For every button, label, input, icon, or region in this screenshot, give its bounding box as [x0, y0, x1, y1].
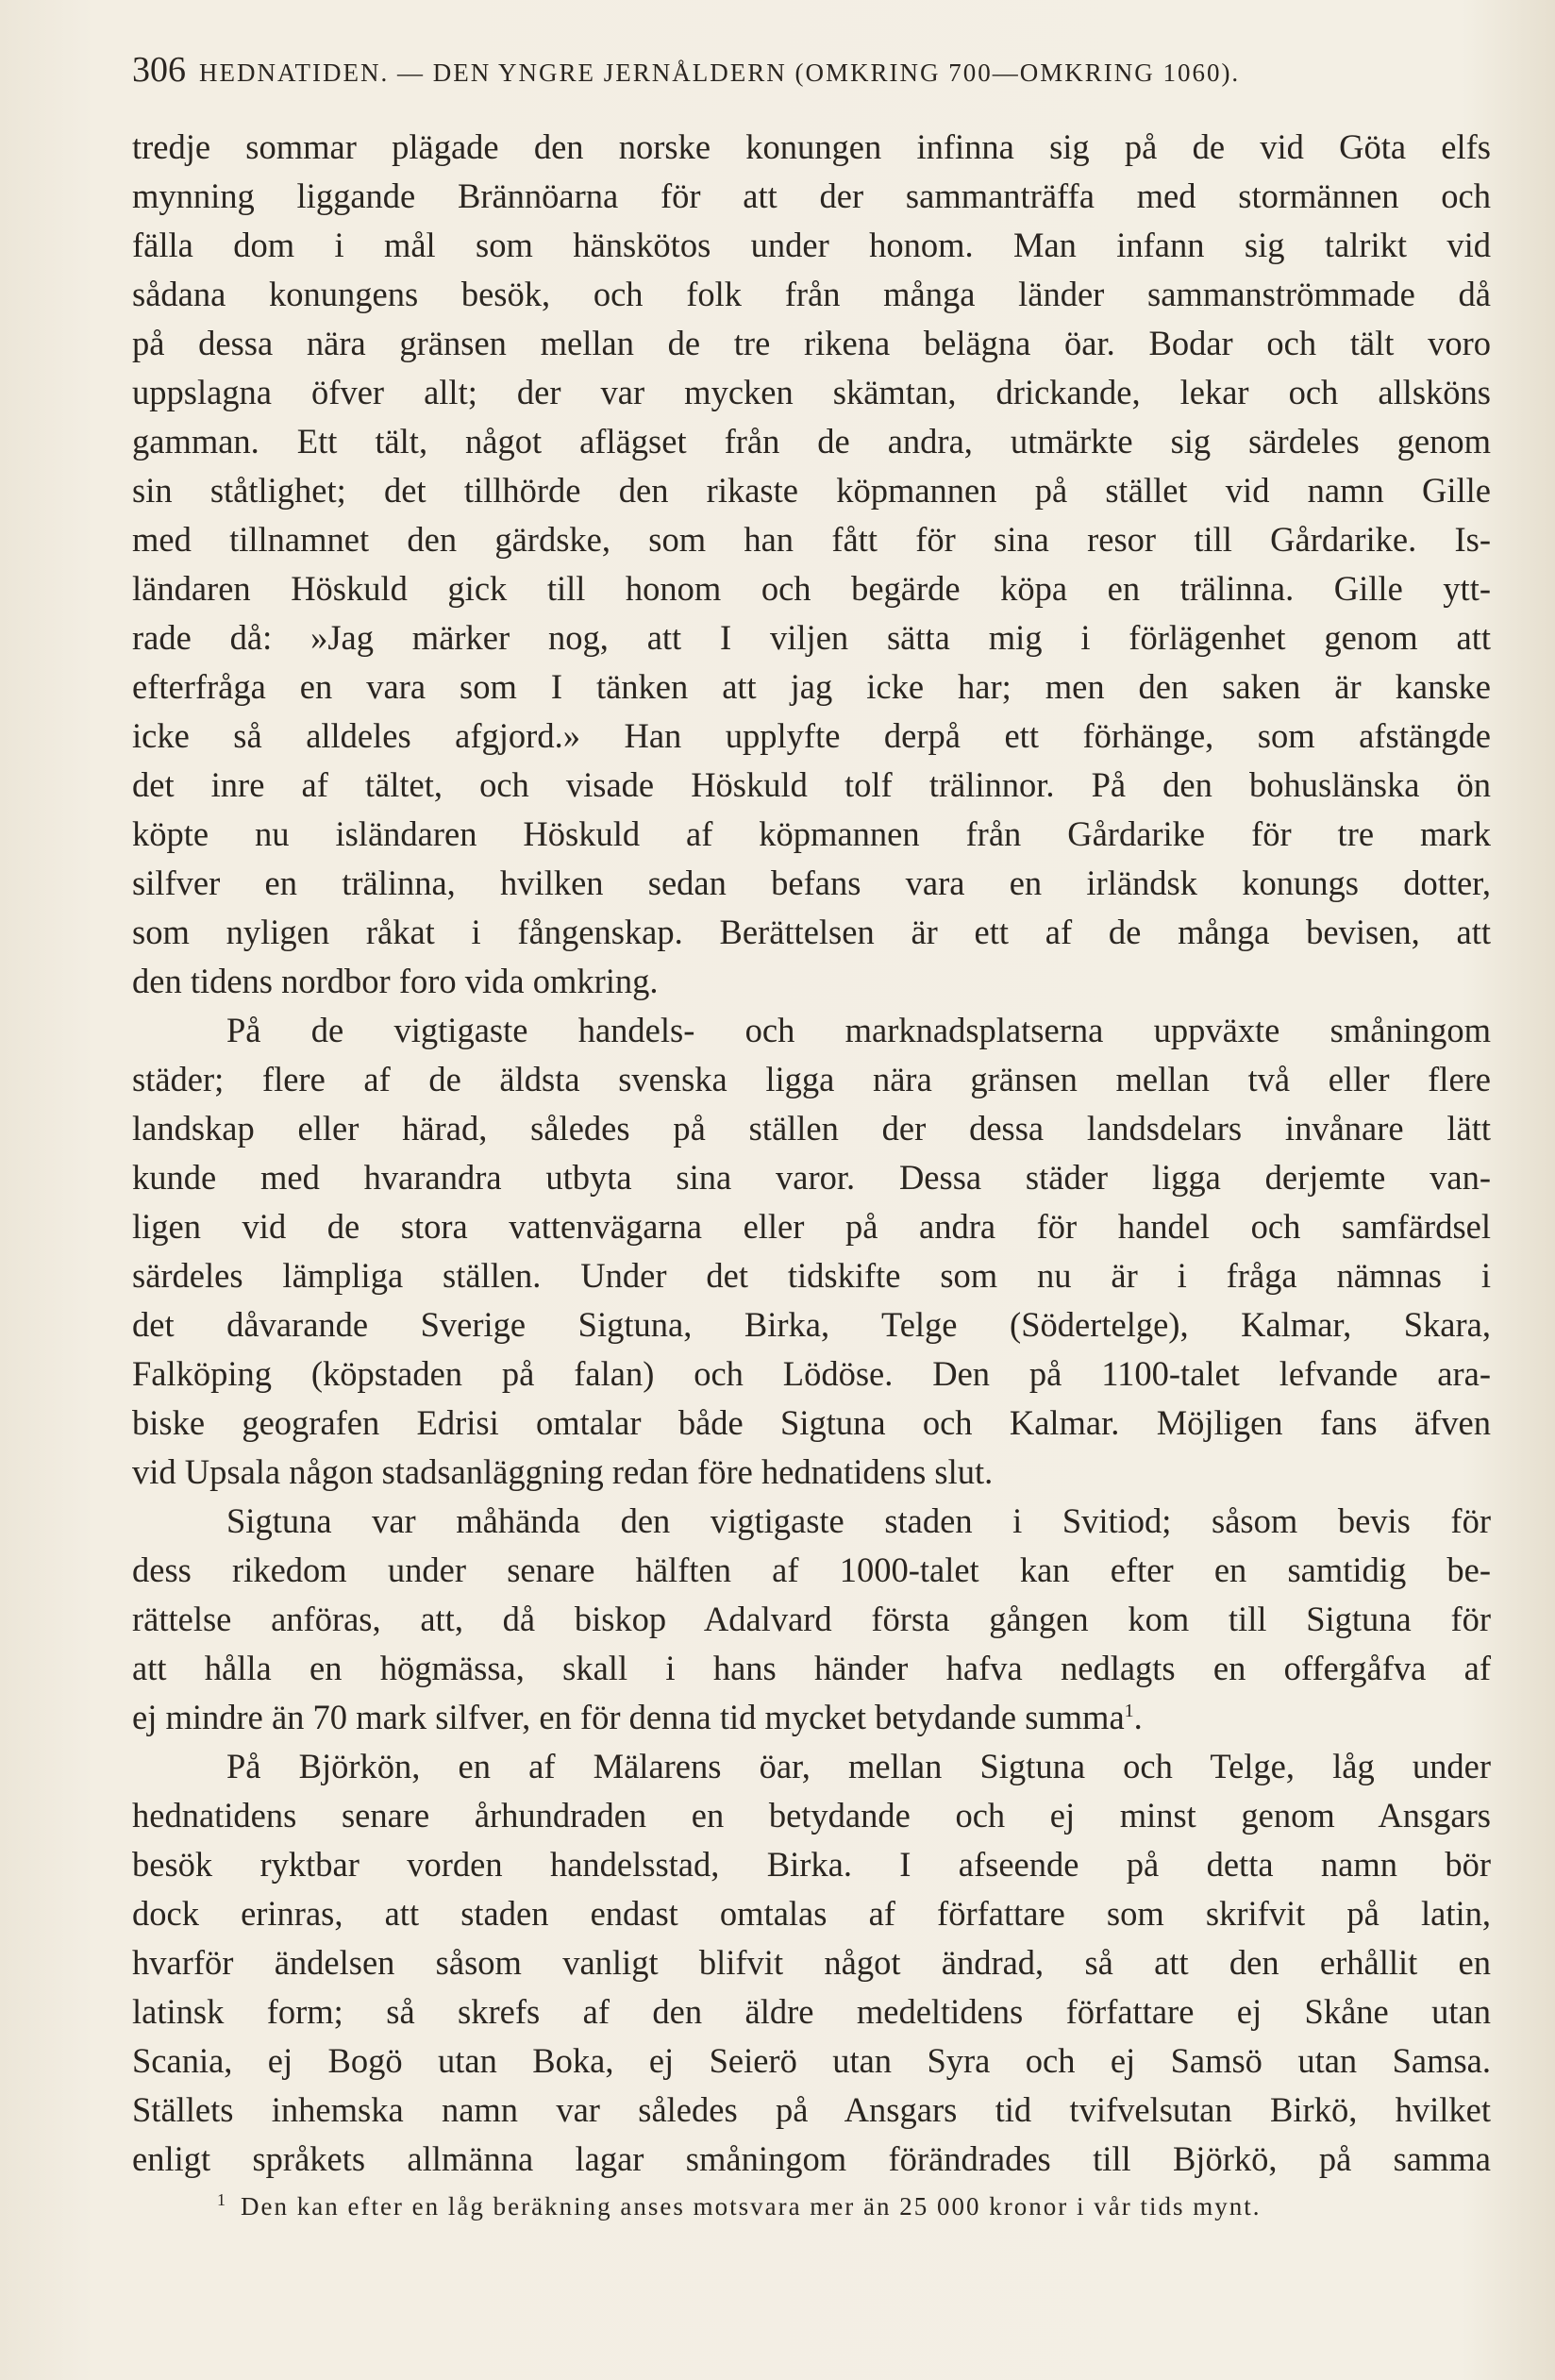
footnote-marker: 1 — [217, 2190, 227, 2209]
text-line: ländaren Höskuld gick till honom och begärde köpa en trälinna. Gille ytt- — [132, 569, 1491, 608]
text-line: den tidens nordbor foro vida omkring. — [132, 962, 659, 1000]
text-line: uppslagna öfver allt; der var mycken skämtan, drickande, lekar och allsköns — [132, 373, 1491, 411]
paragraph-start-line: På Björkön, en af Mälarens öar, mellan Sigtuna och Telge, låg under — [226, 1747, 1491, 1785]
text-line: silfver en trälinna, hvilken sedan befans vara en irländsk konungs dotter, — [132, 863, 1491, 902]
footnote — [217, 2192, 1261, 2221]
running-title: HEDNATIDEN. — DEN YNGRE JERNÅLDERN (OMKRING 700—OMKRING 1060). — [199, 59, 1241, 87]
text-line: städer; flere af de äldsta svenska ligga nära gränsen mellan två eller flere — [132, 1060, 1491, 1098]
text-line: på dessa nära gränsen mellan de tre rikena belägna öar. Bodar och tält voro — [132, 324, 1491, 362]
footnote-reference: 1 — [1124, 1700, 1134, 1721]
text-line: hednatidens senare århundraden en betydande och ej minst genom Ansgars — [132, 1796, 1491, 1835]
text-line: kunde med hvarandra utbyta sina varor. Dessa städer ligga derjemte van- — [132, 1158, 1491, 1197]
text-line: besök ryktbar vorden handelsstad, Birka. I afseende på detta namn bör — [132, 1845, 1491, 1884]
text-line: det dåvarande Sverige Sigtuna, Birka, Telge (Södertelge), Kalmar, Skara, — [132, 1305, 1491, 1344]
text-line: sådana konungens besök, och folk från många länder sammanströmmade då — [132, 275, 1491, 313]
text-line: efterfråga en vara som I tänken att jag icke har; men den saken är kanske — [132, 667, 1491, 706]
page-number: 306 — [132, 50, 186, 90]
text-line: Falköping (köpstaden på falan) och Lödöse. Den på 1100-talet lefvande ara- — [132, 1354, 1491, 1393]
text-line: latinsk form; så skrefs af den äldre medeltidens författare ej Skåne utan — [132, 1992, 1491, 2031]
text-line: köpte nu isländaren Höskuld af köpmannen från Gårdarike för tre mark — [132, 814, 1491, 853]
line-period: . — [1133, 1698, 1143, 1736]
text-line: dess rikedom under senare hälften af 1000-talet kan efter en samtidig be- — [132, 1550, 1491, 1589]
paragraph-start-line: På de vigtigaste handels- och marknadsplatserna uppväxte småningom — [226, 1011, 1491, 1049]
text-line: icke så alldeles afgjord.» Han upplyfte derpå ett förhänge, som afstängde — [132, 716, 1491, 755]
text-line: tredje sommar plägade den norske konungen infinna sig på de vid Göta elfs — [132, 127, 1491, 166]
body-text — [132, 123, 1491, 2184]
text-line: gamman. Ett tält, något aflägset från de andra, utmärkte sig särdeles genom — [132, 422, 1491, 461]
text-line-with-footnote — [132, 1693, 1491, 1742]
text-line: Ställets inhemska namn var således på Ansgars tid tvifvelsutan Birkö, hvilket — [132, 2090, 1491, 2129]
text-line: vid Upsala någon stadsanläggning redan före hednatidens slut. — [132, 1452, 994, 1491]
text-line: sin ståtlighet; det tillhörde den rikaste köpmannen på stället vid namn Gille — [132, 471, 1491, 510]
text-line: mynning liggande Brännöarna för att der sammanträffa med stormännen och — [132, 176, 1491, 215]
text-line: enligt språkets allmänna lagar småningom förändrades till Björkö, på samma — [132, 2139, 1491, 2178]
text-line: att hålla en högmässa, skall i hans händer hafva nedlagts en offergåfva af — [132, 1649, 1491, 1687]
text-line: ej mindre än 70 mark silfver, en för denna tid mycket betydande summa — [132, 1698, 1125, 1736]
text-line: ligen vid de stora vattenvägarna eller på andra för handel och samfärdsel — [132, 1207, 1491, 1246]
text-line: Scania, ej Bogö utan Boka, ej Seierö utan Syra och ej Samsö utan Samsa. — [132, 2041, 1491, 2080]
text-line: biske geografen Edrisi omtalar både Sigtuna och Kalmar. Möjligen fans äfven — [132, 1403, 1491, 1442]
footnote-text: Den kan efter en låg beräkning anses motsvara mer än 25 000 kronor i vår tids mynt. — [241, 2192, 1262, 2221]
text-line: rättelse anföras, att, då biskop Adalvard första gången kom till Sigtuna för — [132, 1600, 1491, 1638]
text-line: som nyligen råkat i fångenskap. Berättelsen är ett af de många bevisen, att — [132, 913, 1491, 951]
text-line: det inre af tältet, och visade Höskuld tolf trälinnor. På den bohuslänska ön — [132, 765, 1491, 804]
page-header — [132, 49, 1500, 91]
text-line: särdeles lämpliga ställen. Under det tidskifte som nu är i fråga nämnas i — [132, 1256, 1491, 1295]
text-line: fälla dom i mål som hänskötos under honom. Man infann sig talrikt vid — [132, 226, 1491, 264]
text-line: landskap eller härad, således på ställen der dessa landsdelars invånare lätt — [132, 1109, 1491, 1148]
text-line: dock erinras, att staden endast omtalas af författare som skrifvit på latin, — [132, 1894, 1491, 1933]
text-line: med tillnamnet den gärdske, som han fått för sina resor till Gårdarike. Is- — [132, 520, 1491, 559]
text-line: hvarför ändelsen såsom vanligt blifvit något ändrad, så att den erhållit en — [132, 1943, 1491, 1982]
text-line: rade då: »Jag märker nog, att I viljen sätta mig i förlägenhet genom att — [132, 618, 1491, 657]
paragraph-start-line: Sigtuna var måhända den vigtigaste staden i Svitiod; såsom bevis för — [226, 1501, 1491, 1540]
